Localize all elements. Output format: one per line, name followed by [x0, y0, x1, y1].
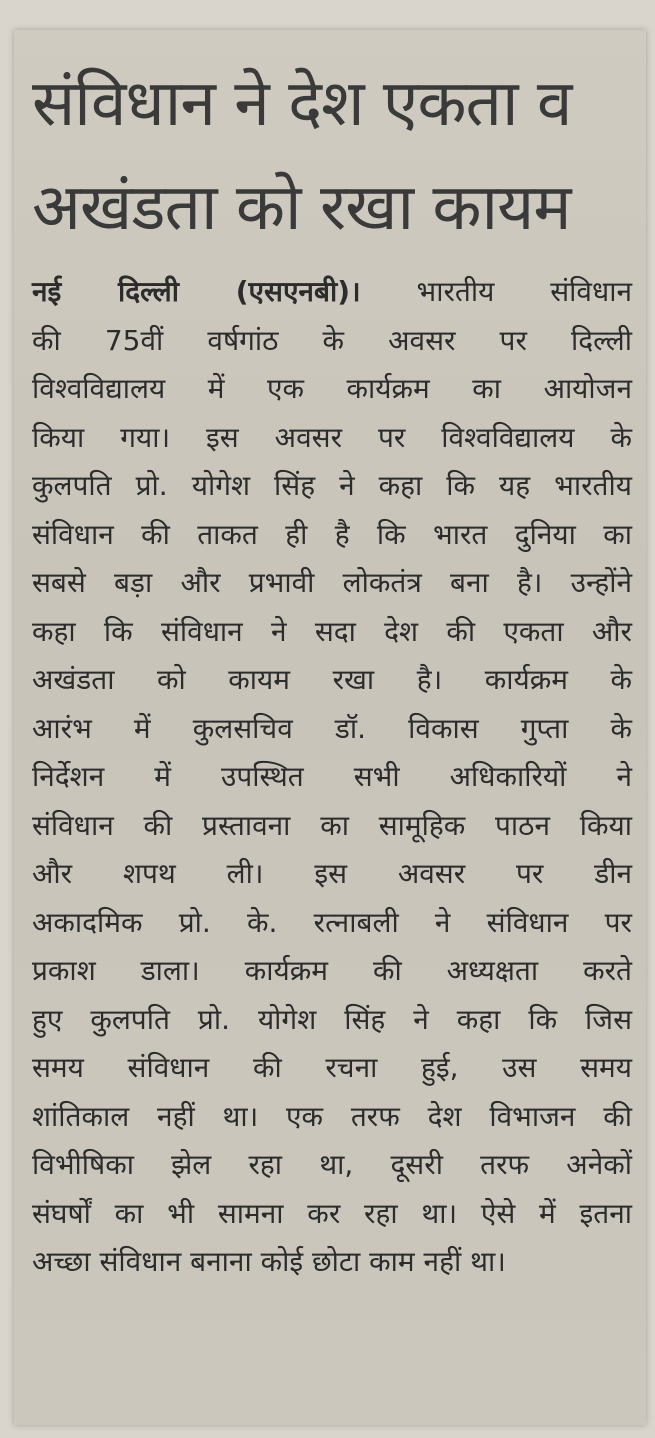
body-line-6: संविधान की ताकत ही है कि भारत दुनिया का — [32, 517, 632, 551]
body-line-16: हुए कुलपति प्रो. योगेश सिंह ने कहा कि जिस — [32, 1002, 632, 1036]
body-line-10: आरंभ में कुलसचिव डॉ. विकास गुप्ता के — [32, 711, 632, 745]
dateline: नई दिल्ली (एसएनबी)। — [32, 275, 361, 308]
body-line-15: प्रकाश डाला। कार्यक्रम की अध्यक्षता करते — [32, 954, 632, 987]
body-line-2: की 75वीं वर्षगांठ के अवसर पर दिल्ली — [32, 323, 632, 357]
body-line-1-text: भारतीय संविधान — [416, 275, 632, 308]
body-line-9: अखंडता को कायम रखा है। कार्यक्रम के — [32, 663, 632, 696]
body-line-14: अकादमिक प्रो. के. रत्नाबली ने संविधान पर — [32, 905, 632, 939]
body-line-8: कहा कि संविधान ने सदा देश की एकता और — [32, 614, 632, 648]
body-line-19: विभीषिका झेल रहा था, दूसरी तरफ अनेकों — [32, 1148, 632, 1181]
body-line-21: अच्छा संविधान बनाना कोई छोटा काम नहीं था। — [32, 1245, 506, 1278]
body-line-1 — [32, 268, 632, 317]
body-line-11: निर्देशन में उपस्थित सभी अधिकारियों ने — [32, 760, 632, 793]
article-body — [14, 260, 646, 1287]
body-line-13: और शपथ ली। इस अवसर पर डीन — [32, 857, 632, 890]
body-line-7: सबसे बड़ा और प्रभावी लोकतंत्र बना है। उन्होंने — [32, 566, 632, 599]
newspaper-clipping — [14, 30, 646, 1425]
body-line-12: संविधान की प्रस्तावना का सामूहिक पाठन किया — [32, 808, 632, 842]
body-line-4: किया गया। इस अवसर पर विश्वविद्यालय के — [32, 420, 632, 454]
body-line-20: संघर्षों का भी सामना कर रहा था। ऐसे में इतना — [32, 1196, 632, 1230]
body-line-5: कुलपति प्रो. योगेश सिंह ने कहा कि यह भारतीय — [32, 469, 632, 502]
headline-line-1: संविधान ने देश एकता व — [32, 67, 572, 141]
headline-line-2: अखंडता को रखा कायम — [32, 171, 571, 245]
body-line-17: समय संविधान की रचना हुई, उस समय — [32, 1051, 632, 1084]
body-line-3: विश्वविद्यालय में एक कार्यक्रम का आयोजन — [32, 372, 632, 405]
headline — [14, 30, 646, 260]
body-line-18: शांतिकाल नहीं था। एक तरफ देश विभाजन की — [32, 1099, 632, 1133]
